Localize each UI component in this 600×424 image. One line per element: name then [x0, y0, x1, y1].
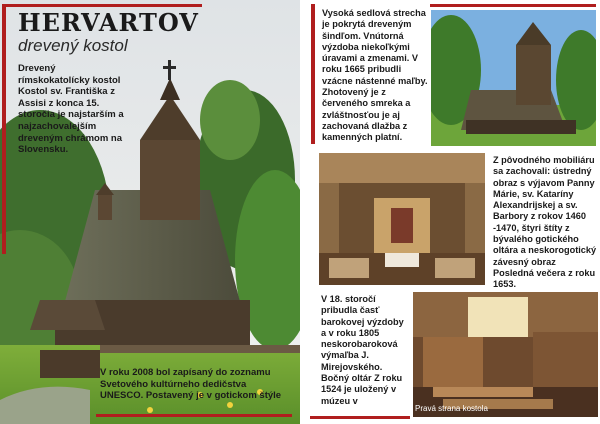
- church-right-side-photo: [413, 292, 598, 417]
- intro-text: Drevený rímskokatolícky kostol Kostol sv. Františka z Assisi z konca 15. storočia je najstarším a najzachovalejším dreveným chrámom na Slovensku.: [18, 63, 124, 156]
- photo-caption: Pravá strana kostola: [415, 404, 488, 413]
- furnishings-text: Z pôvodného mobiliáru sa zachovali: ústredný obraz s výjavom Panny Márie, sv. Kataríny Alexandrijskej a sv. Barbory z rokov 1460 -1470, štyri štíty z bývalého gotického oltára a neskorogotický závesný obraz Posledná večera z roku 1653.: [493, 155, 597, 290]
- church-side-photo: [431, 10, 596, 146]
- page-subtitle: drevený kostol: [18, 36, 128, 55]
- accent-bar-right-bottom: [310, 416, 410, 419]
- accent-bar-left-vertical: [2, 4, 6, 254]
- accent-bar-right-top: [430, 4, 596, 7]
- church-interior-altar-photo: [319, 153, 485, 285]
- accent-bar-left-top: [6, 4, 202, 7]
- page-divider: [300, 0, 310, 424]
- unesco-text: V roku 2008 bol zapísaný do zoznamu Svetového kultúrneho dedičstva UNESCO. Postavený je v gotickom štýle: [100, 367, 282, 402]
- accent-bar-left-bottom: [96, 414, 292, 417]
- page-title: HERVARTOV: [18, 8, 199, 37]
- roof-decoration-text: Vysoká sedlová strecha je pokrytá dreveným šindľom. Vnútorná výzdoba niekoľkými úravami a zmenami. V roku 1665 pribudli vzácne nástenné maľby. Zhotovený je z červeného smreka a zvláštnosťou je aj zachovaná dlažba z kamenných platní.: [322, 8, 428, 143]
- baroque-decoration-text: V 18. storočí pribudla časť barokovej výzdoby a v roku 1805 neskorobaroková výmaľba J. Mirejovského. Bočný oltár Z roku 1524 je uložený v múzeu v: [321, 294, 404, 406]
- accent-bar-right-vertical: [311, 4, 315, 144]
